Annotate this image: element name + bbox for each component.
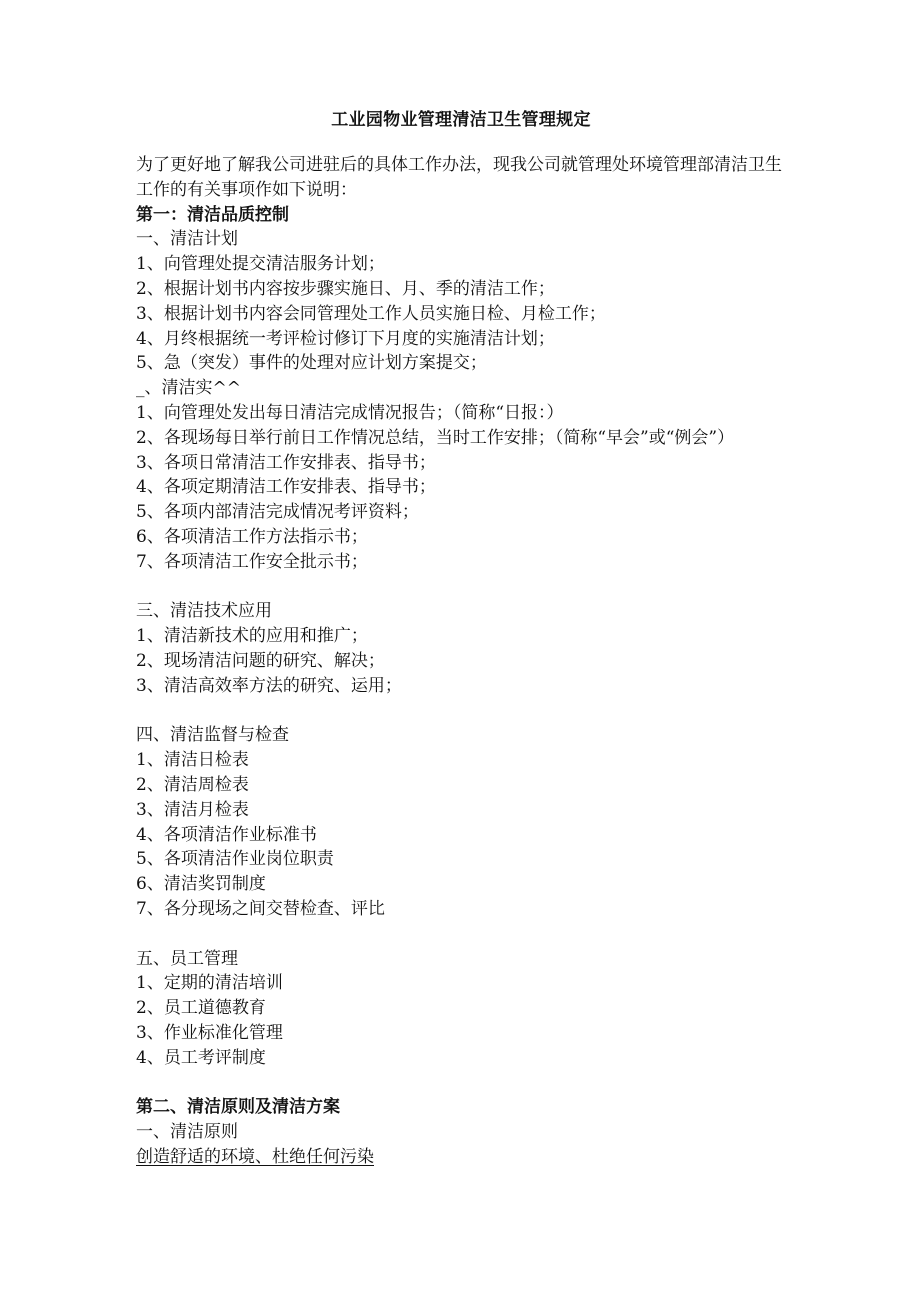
list-item: 6、清洁奖罚制度 xyxy=(136,874,266,895)
list-item: 4、各项清洁作业标准书 xyxy=(136,824,317,845)
part1-heading: 第一：清洁品质控制 xyxy=(136,204,289,225)
list-item: 2、员工道德教育 xyxy=(136,998,266,1019)
list-item: 3、作业标准化管理 xyxy=(136,1022,283,1043)
section-title-inspection: 四、清洁监督与检查 xyxy=(136,725,289,746)
blank-line xyxy=(136,922,786,947)
list-item: 3、各项日常清洁工作安排表、指导书； xyxy=(136,452,436,473)
document-body xyxy=(136,108,786,1170)
intro-paragraph: 为了更好地了解我公司进驻后的具体工作办法，现我公司就管理处环境管理部清洁卫生工作的有关事项作如下说明： xyxy=(136,155,782,200)
list-item: 1、向管理处发出每日清洁完成情况报告；（简称“日报：） xyxy=(136,402,564,423)
part2-heading: 第二、清洁原则及清洁方案 xyxy=(136,1097,340,1118)
list-item: 2、各现场每日举行前日工作情况总结，当时工作安排；（简称“早会”或“例会”） xyxy=(136,427,735,448)
list-item: 3、清洁高效率方法的研究、运用； xyxy=(136,675,402,696)
list-item: 1、向管理处提交清洁服务计划； xyxy=(136,254,385,275)
section-title-principle: 一、清洁原则 xyxy=(136,1122,238,1143)
section-title-plan: 一、清洁计划 xyxy=(136,229,238,250)
list-item: 2、清洁周检表 xyxy=(136,774,249,795)
list-item: 7、各分现场之间交替检查、评比 xyxy=(136,898,385,919)
list-item: 5、各项内部清洁完成情况考评资料； xyxy=(136,502,419,523)
list-item: 3、根据计划书内容会同管理处工作人员实施日检、月检工作； xyxy=(136,303,606,324)
list-item: 4、月终根据统一考评检讨修订下月度的实施清洁计划； xyxy=(136,328,555,349)
list-item: 4、各项定期清洁工作安排表、指导书； xyxy=(136,477,436,498)
list-item: 4、员工考评制度 xyxy=(136,1047,266,1068)
list-item: 1、清洁新技术的应用和推广； xyxy=(136,626,368,647)
list-item: 2、现场清洁问题的研究、解决； xyxy=(136,650,385,671)
list-item: 1、清洁日检表 xyxy=(136,750,249,771)
principle-text: 创造舒适的环境、杜绝任何污染 xyxy=(136,1146,374,1167)
document-title: 工业园物业管理清洁卫生管理规定 xyxy=(331,110,591,130)
list-item: 2、根据计划书内容按步骤实施日、月、季的清洁工作； xyxy=(136,278,555,299)
list-item: 5、急（突发）事件的处理对应计划方案提交； xyxy=(136,353,487,374)
list-item: 5、各项清洁作业岗位职责 xyxy=(136,849,334,870)
list-item: 3、清洁月检表 xyxy=(136,799,249,820)
blank-line xyxy=(136,699,786,724)
section-title-implementation: _、清洁实^^ xyxy=(136,378,241,399)
list-item: 6、各项清洁工作方法指示书； xyxy=(136,526,368,547)
blank-line xyxy=(136,575,786,600)
blank-line xyxy=(136,1070,786,1095)
list-item: 7、各项清洁工作安全批示书； xyxy=(136,551,368,572)
section-title-technology: 三、清洁技术应用 xyxy=(136,601,272,622)
section-title-staff: 五、员工管理 xyxy=(136,948,238,969)
list-item: 1、定期的清洁培训 xyxy=(136,973,283,994)
